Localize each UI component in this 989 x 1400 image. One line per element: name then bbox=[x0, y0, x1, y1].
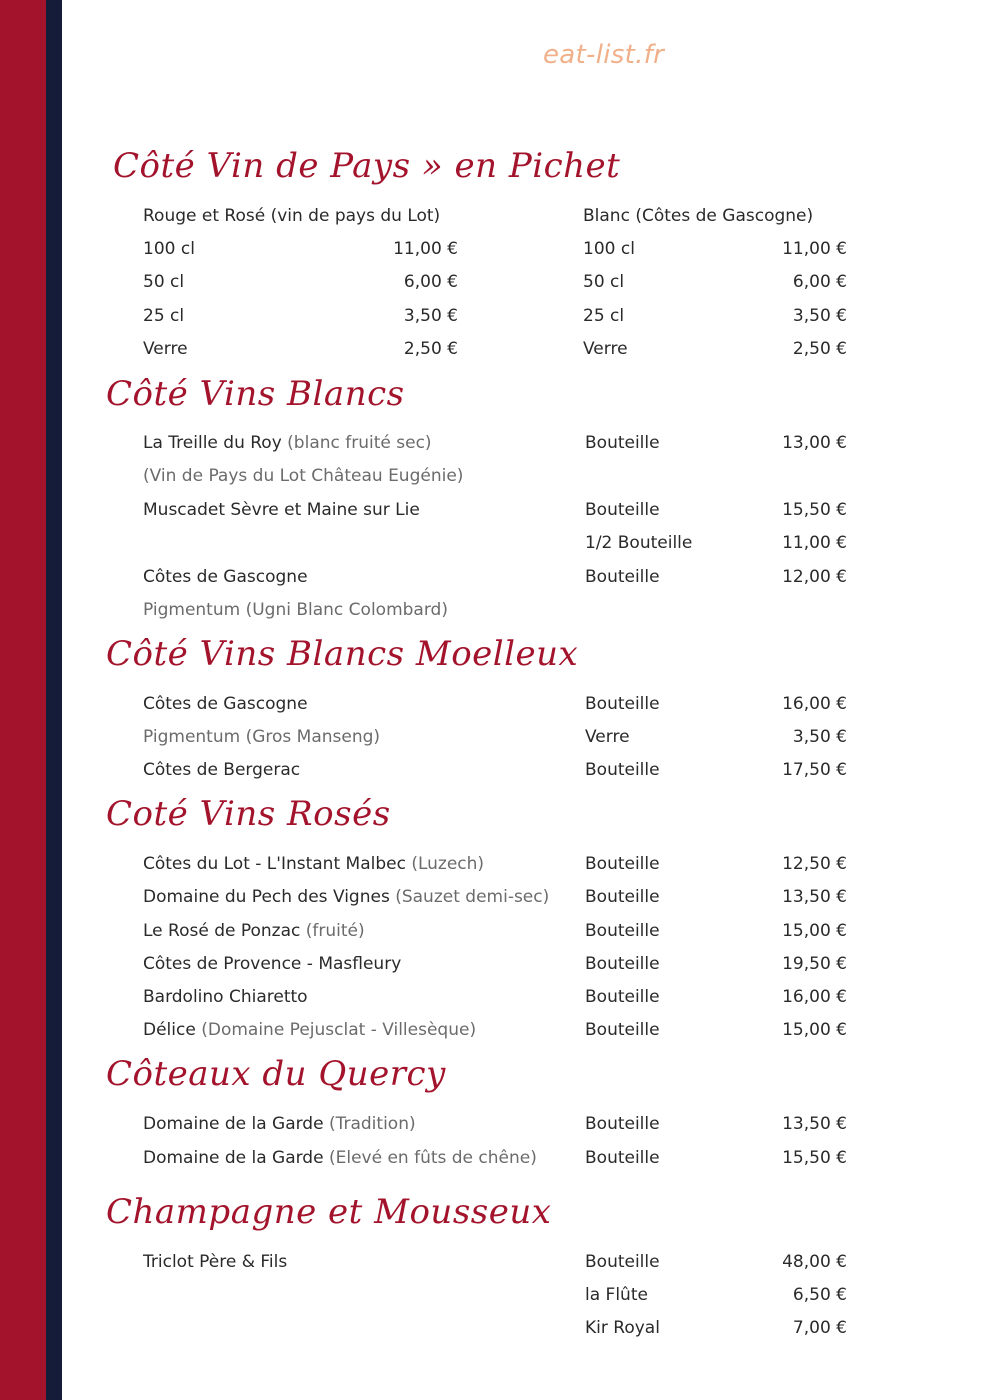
wine-note: (Vin de Pays du Lot Château Eugénie) bbox=[143, 466, 464, 486]
wine-item bbox=[143, 853, 484, 875]
wine-price: 15,00 € bbox=[782, 921, 847, 941]
wine-price: 13,50 € bbox=[782, 887, 847, 907]
wine-unit: Bouteille bbox=[585, 1252, 660, 1272]
wine-price: 13,00 € bbox=[782, 433, 847, 453]
wine-price: 12,50 € bbox=[782, 854, 847, 874]
wine-name: Côtes de Provence - Masfleury bbox=[143, 954, 402, 974]
wine-price: 48,00 € bbox=[782, 1252, 847, 1272]
wine-price: 13,50 € bbox=[782, 1114, 847, 1134]
wine-unit: Bouteille bbox=[585, 921, 660, 941]
wine-item bbox=[143, 1113, 416, 1135]
pichet-right-size: 25 cl bbox=[583, 306, 625, 326]
wine-unit: Bouteille bbox=[585, 694, 660, 714]
wine-item bbox=[143, 953, 401, 975]
wine-price: 15,50 € bbox=[782, 1148, 847, 1168]
section-title-roses: Coté Vins Rosés bbox=[106, 794, 391, 834]
wine-price: 16,00 € bbox=[782, 987, 847, 1007]
wine-price: 15,00 € bbox=[782, 1020, 847, 1040]
wine-item bbox=[143, 920, 365, 942]
section-title-champagne: Champagne et Mousseux bbox=[106, 1192, 552, 1232]
wine-unit: Bouteille bbox=[585, 1148, 660, 1168]
pichet-left-price: 2,50 € bbox=[403, 339, 458, 359]
wine-unit: 1/2 Bouteille bbox=[585, 533, 693, 553]
wine-price: 19,50 € bbox=[782, 954, 847, 974]
wine-item bbox=[143, 1251, 287, 1273]
wine-name: Délice bbox=[143, 1020, 196, 1040]
pichet-right-price: 3,50 € bbox=[792, 306, 847, 326]
wine-unit: Bouteille bbox=[585, 887, 660, 907]
pichet-right-size: 100 cl bbox=[583, 239, 635, 259]
wine-item bbox=[143, 465, 463, 487]
wine-note: (blanc fruité sec) bbox=[281, 433, 432, 453]
wine-unit: Verre bbox=[585, 727, 630, 747]
wine-item bbox=[143, 499, 420, 521]
section-title-blancs: Côté Vins Blancs bbox=[106, 374, 405, 414]
pichet-left-size: Verre bbox=[143, 339, 188, 359]
wine-note: (fruité) bbox=[300, 921, 365, 941]
wine-unit: Bouteille bbox=[585, 433, 660, 453]
wine-note: (Tradition) bbox=[323, 1114, 416, 1134]
wine-name: Domaine du Pech des Vignes bbox=[143, 887, 390, 907]
wine-name: Muscadet Sèvre et Maine sur Lie bbox=[143, 500, 420, 520]
wine-unit: Bouteille bbox=[585, 567, 660, 587]
wine-note: (Sauzet demi-sec) bbox=[389, 887, 550, 907]
left-navy-stripe bbox=[46, 0, 62, 1400]
wine-item bbox=[143, 693, 308, 715]
wine-unit: Bouteille bbox=[585, 1020, 660, 1040]
wine-note: (Domaine Pejusclat - Villesèque) bbox=[195, 1020, 477, 1040]
wine-unit: Kir Royal bbox=[585, 1318, 660, 1338]
pichet-right-price: 6,00 € bbox=[792, 272, 847, 292]
wine-item bbox=[143, 986, 308, 1008]
wine-name: Le Rosé de Ponzac bbox=[143, 921, 301, 941]
wine-name: Côtes du Lot - L'Instant Malbec bbox=[143, 854, 406, 874]
wine-note: (Elevé en fûts de chêne) bbox=[323, 1148, 537, 1168]
pichet-left-price: 11,00 € bbox=[393, 239, 458, 259]
wine-name: Domaine de la Garde bbox=[143, 1114, 324, 1134]
wine-name: Côtes de Gascogne bbox=[143, 567, 308, 587]
section-title-quercy: Côteaux du Quercy bbox=[106, 1054, 446, 1094]
wine-name: Bardolino Chiaretto bbox=[143, 987, 308, 1007]
pichet-right-price: 11,00 € bbox=[782, 239, 847, 259]
wine-price: 17,50 € bbox=[782, 760, 847, 780]
wine-item bbox=[143, 566, 308, 588]
left-red-stripe bbox=[0, 0, 46, 1400]
wine-item bbox=[143, 432, 432, 454]
wine-name: Côtes de Bergerac bbox=[143, 760, 301, 780]
pichet-right-price: 2,50 € bbox=[792, 339, 847, 359]
wine-name: Côtes de Gascogne bbox=[143, 694, 308, 714]
wine-item bbox=[143, 1019, 476, 1041]
pichet-left-price: 3,50 € bbox=[403, 306, 458, 326]
wine-unit: Bouteille bbox=[585, 500, 660, 520]
wine-item bbox=[143, 599, 448, 621]
pichet-right-size: 50 cl bbox=[583, 272, 625, 292]
wine-item bbox=[143, 759, 300, 781]
wine-item bbox=[143, 726, 380, 748]
wine-name: La Treille du Roy bbox=[143, 433, 282, 453]
pichet-left-price: 6,00 € bbox=[403, 272, 458, 292]
wine-unit: Bouteille bbox=[585, 954, 660, 974]
pichet-right-size: Verre bbox=[583, 339, 628, 359]
wine-unit: la Flûte bbox=[585, 1285, 648, 1305]
wine-price: 3,50 € bbox=[792, 727, 847, 747]
section-title-moelleux: Côté Vins Blancs Moelleux bbox=[106, 634, 579, 674]
wine-item bbox=[143, 1147, 537, 1169]
pichet-left-size: 50 cl bbox=[143, 272, 185, 292]
wine-note: (Luzech) bbox=[405, 854, 485, 874]
pichet-left-header: Rouge et Rosé (vin de pays du Lot) bbox=[143, 206, 441, 226]
section-title-pichet: Côté Vin de Pays » en Pichet bbox=[113, 146, 621, 186]
wine-price: 6,50 € bbox=[792, 1285, 847, 1305]
wine-price: 11,00 € bbox=[782, 533, 847, 553]
wine-name: Domaine de la Garde bbox=[143, 1148, 324, 1168]
wine-unit: Bouteille bbox=[585, 854, 660, 874]
pichet-left-size: 100 cl bbox=[143, 239, 195, 259]
wine-price: 15,50 € bbox=[782, 500, 847, 520]
wine-unit: Bouteille bbox=[585, 987, 660, 1007]
wine-note: Pigmentum (Gros Manseng) bbox=[143, 727, 381, 747]
wine-unit: Bouteille bbox=[585, 760, 660, 780]
watermark: eat-list.fr bbox=[543, 40, 665, 70]
wine-item bbox=[143, 886, 549, 908]
wine-price: 16,00 € bbox=[782, 694, 847, 714]
wine-price: 12,00 € bbox=[782, 567, 847, 587]
wine-price: 7,00 € bbox=[792, 1318, 847, 1338]
pichet-right-header: Blanc (Côtes de Gascogne) bbox=[583, 206, 814, 226]
wine-note: Pigmentum (Ugni Blanc Colombard) bbox=[143, 600, 448, 620]
wine-unit: Bouteille bbox=[585, 1114, 660, 1134]
wine-name: Triclot Père & Fils bbox=[143, 1252, 288, 1272]
pichet-left-size: 25 cl bbox=[143, 306, 185, 326]
